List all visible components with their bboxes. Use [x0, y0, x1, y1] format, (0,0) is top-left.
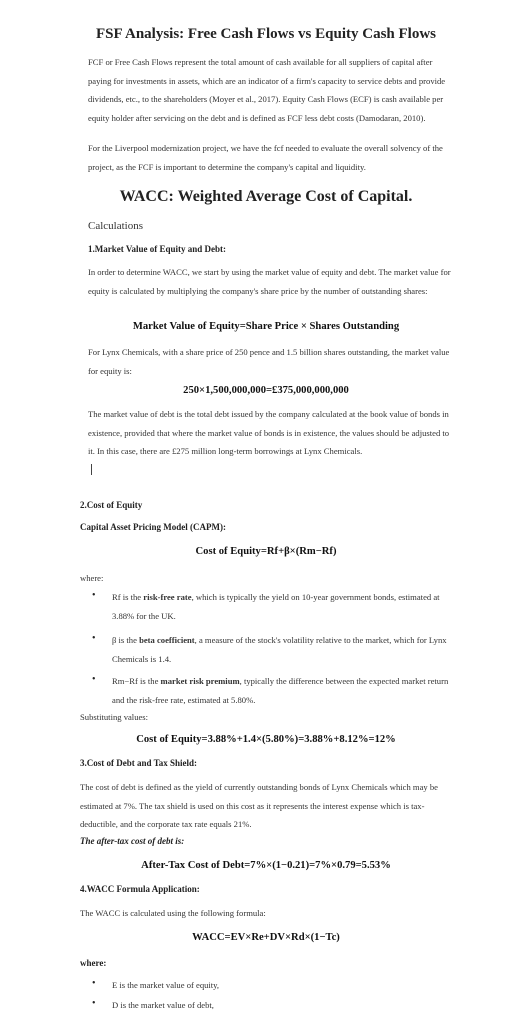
bullet-market-risk-premium: Rm−Rf is the market risk premium, typically the difference between the expected market return and the risk-free rate, estimated at 5.80%. [112, 676, 449, 705]
after-tax-cost-of-debt-formula: After-Tax Cost of Debt=7%×(1−0.21)=7%×0.79=5.53% [141, 860, 391, 871]
cost-of-equity-calculation: Cost of Equity=3.88%+1.4×(5.80%)=3.88%+8.12%=12% [136, 734, 396, 745]
calculations-label: Calculations [88, 220, 143, 232]
capm-label: Capital Asset Pricing Model (CAPM): [80, 522, 226, 532]
cost-of-equity-formula: Cost of Equity=Rf+β×(Rm−Rf) [195, 546, 337, 557]
section-2-heading: 2.Cost of Equity [80, 500, 143, 510]
bullet-risk-free-rate: Rf is the risk-free rate, which is typically the yield on 10-year government bonds, estimated at 3.88% for the UK. [112, 592, 440, 621]
section-1-heading: 1.Market Value of Equity and Debt: [88, 244, 227, 254]
fsf-paragraph-1: FCF or Free Cash Flows represent the total amount of cash available for all suppliers of capital after paying for investments in assets, which are an indicator of a firm's capacity to service debts and provide dividends, etc., to the shareholders (Moyer et al., 2017). Equity Cash Flows (ECF) is cash available per equity holder after servicing on the debt and is defined as FCF less debt costs (Damodaran, 2010). [88, 57, 446, 123]
equity-value-calculation: 250×1,500,000,000=£375,000,000,000 [183, 385, 349, 396]
text-cursor [91, 464, 92, 475]
bullet-equity-value: E is the market value of equity, [112, 980, 220, 990]
section-1-paragraph-3: The market value of debt is the total debt issued by the company calculated at the book value of bonds in existence, provided that where the market value of bonds is in existence, the values should be adjusted to it. In this case, there are £275 million long-term borrowings at Lynx Chemicals. [88, 409, 450, 456]
section-3-heading: 3.Cost of Debt and Tax Shield: [80, 758, 198, 768]
fsf-title: FSF Analysis: Free Cash Flows vs Equity Cash Flows [95, 26, 437, 42]
market-value-equity-formula: Market Value of Equity=Share Price × Shares Outstanding [132, 321, 400, 332]
fsf-paragraph-2: For the Liverpool modernization project, we have the fcf needed to evaluate the overall solvency of the project, as the FCF is important to determine the company's capital and liquidity. [88, 143, 443, 172]
section-4-paragraph: The WACC is calculated using the following formula: [80, 908, 266, 918]
section-4-heading: 4.WACC Formula Application: [80, 884, 200, 894]
bullet-beta: β is the beta coefficient, a measure of the stock's volatility relative to the market, which for Lynx Chemicals is 1.4. [112, 635, 447, 664]
section-1-paragraph-2: For Lynx Chemicals, with a share price of 250 pence and 1.5 billion shares outstanding, the market value for equity is: [88, 347, 450, 376]
bullet-debt-value: D is the market value of debt, [112, 1000, 214, 1010]
substituting-label: Substituting values: [80, 712, 149, 722]
wacc-formula: WACC=EV×Re+DV×Rd×(1−Tc) [192, 932, 340, 943]
where-label-2: where: [80, 958, 107, 968]
wacc-title: WACC: Weighted Average Cost of Capital. [119, 188, 413, 205]
section-1-paragraph-1: In order to determine WACC, we start by using the market value of equity and debt. The market value for equity is calculated by multiplying the company's share price by the number of outstanding shares: [88, 267, 451, 296]
where-label-1: where: [80, 573, 104, 583]
after-tax-label: The after-tax cost of debt is: [80, 836, 185, 846]
section-3-paragraph: The cost of debt is defined as the yield of currently outstanding bonds of Lynx Chemicals which may be estimated at 7%. The tax shield is used on this cost as it represents the interest expense which is tax-deductible, and the corporate tax rate equals 21%. [80, 782, 438, 829]
